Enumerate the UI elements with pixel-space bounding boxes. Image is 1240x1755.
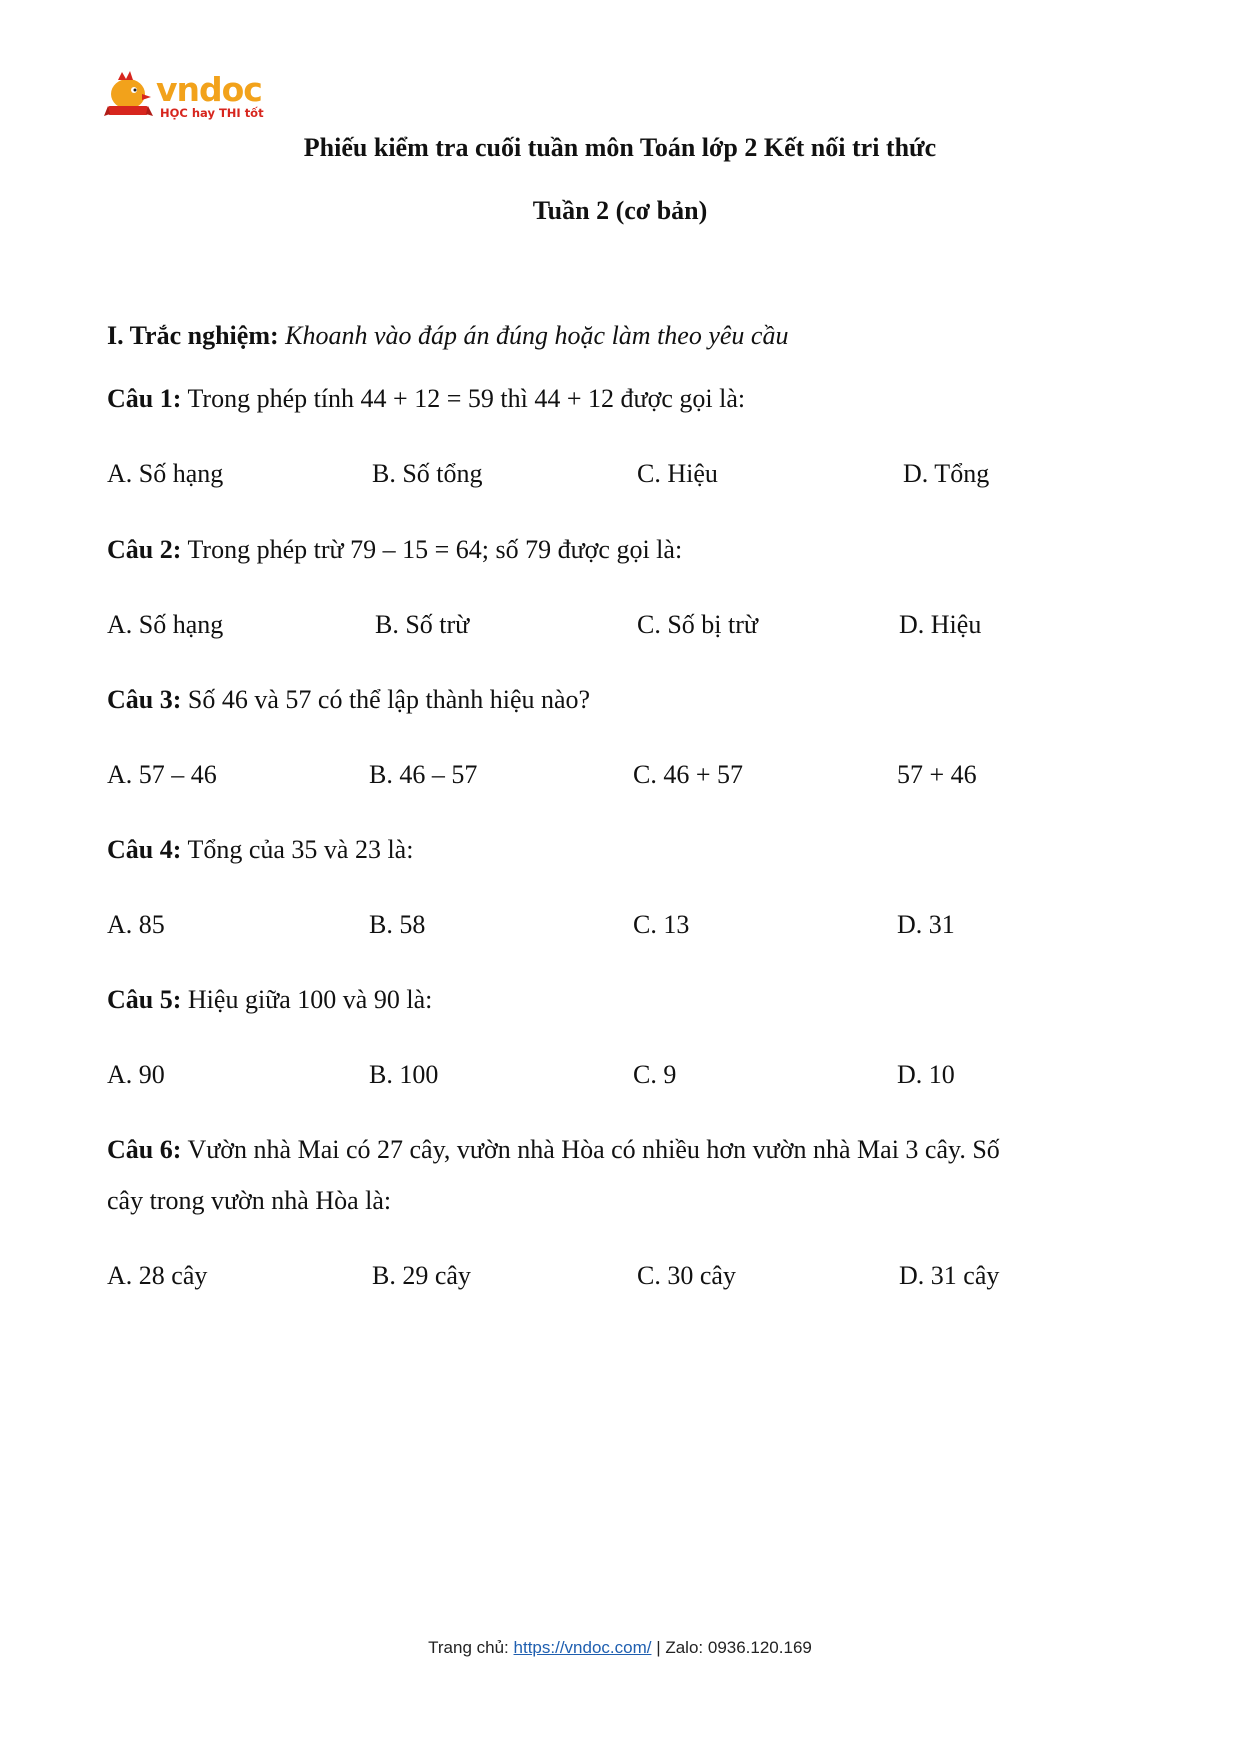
option-d[interactable]: D. 10 bbox=[897, 1060, 955, 1089]
option-c[interactable]: C. Hiệu bbox=[637, 459, 718, 488]
vndoc-logo bbox=[104, 70, 274, 122]
question-3 bbox=[107, 683, 590, 717]
option-b[interactable]: B. 29 cây bbox=[372, 1261, 471, 1290]
logo-wordmark: vndoc bbox=[156, 70, 262, 109]
option-a[interactable]: A. Số hạng bbox=[107, 459, 224, 488]
question-label: Câu 3: bbox=[107, 685, 182, 714]
option-c[interactable]: C. 13 bbox=[633, 910, 690, 939]
option-c[interactable]: C. 30 cây bbox=[637, 1261, 736, 1290]
question-label: Câu 6: bbox=[107, 1135, 182, 1164]
option-d[interactable]: D. Tổng bbox=[903, 459, 990, 488]
question-6 bbox=[107, 1133, 1000, 1167]
section-instruction: Khoanh vào đáp án đúng hoặc làm theo yêu cầu bbox=[285, 321, 789, 350]
question-label: Câu 1: bbox=[107, 384, 182, 413]
question-6-continued: cây trong vườn nhà Hòa là: bbox=[107, 1186, 392, 1215]
option-c[interactable]: C. Số bị trừ bbox=[637, 610, 758, 639]
question-text: Vườn nhà Mai có 27 cây, vườn nhà Hòa có nhiều hơn vườn nhà Mai 3 cây. Số bbox=[187, 1135, 1000, 1164]
option-a[interactable]: A. 85 bbox=[107, 910, 165, 939]
question-3-options bbox=[0, 758, 1240, 792]
question-text: Trong phép trừ 79 – 15 = 64; số 79 được gọi là: bbox=[187, 535, 683, 564]
option-b[interactable]: B. Số trừ bbox=[375, 610, 470, 639]
section-label: I. Trắc nghiệm: bbox=[107, 321, 279, 350]
question-5-options bbox=[0, 1058, 1240, 1092]
question-text: Hiệu giữa 100 và 90 là: bbox=[187, 985, 433, 1014]
option-c[interactable]: C. 9 bbox=[633, 1060, 677, 1089]
question-4-options bbox=[0, 908, 1240, 942]
option-a[interactable]: A. 57 – 46 bbox=[107, 760, 217, 789]
question-2-options bbox=[0, 608, 1240, 642]
page-footer bbox=[0, 1636, 1240, 1660]
option-b[interactable]: B. 100 bbox=[369, 1060, 439, 1089]
question-text: Tổng của 35 và 23 là: bbox=[187, 835, 414, 864]
option-d[interactable]: 57 + 46 bbox=[897, 760, 977, 789]
page-title: Phiếu kiểm tra cuối tuần môn Toán lớp 2 Kết nối tri thức bbox=[303, 133, 937, 162]
option-a[interactable]: A. 90 bbox=[107, 1060, 165, 1089]
option-d[interactable]: D. 31 bbox=[897, 910, 955, 939]
option-d[interactable]: D. 31 cây bbox=[899, 1261, 1000, 1290]
question-4 bbox=[107, 833, 413, 867]
option-b[interactable]: B. 58 bbox=[369, 910, 426, 939]
footer-contact: | Zalo: 0936.120.169 bbox=[656, 1638, 812, 1657]
question-label: Câu 2: bbox=[107, 535, 182, 564]
logo-tagline: HỌC hay THI tốt bbox=[160, 106, 264, 120]
question-label: Câu 4: bbox=[107, 835, 182, 864]
section-heading bbox=[107, 319, 788, 353]
option-d[interactable]: D. Hiệu bbox=[899, 610, 982, 639]
footer-prefix: Trang chủ: bbox=[428, 1638, 509, 1657]
rooster-mascot-icon bbox=[104, 70, 154, 122]
question-1 bbox=[107, 382, 745, 416]
question-1-options bbox=[0, 457, 1240, 491]
homepage-link[interactable]: https://vndoc.com/ bbox=[513, 1638, 652, 1657]
question-6-options bbox=[0, 1259, 1240, 1293]
option-a[interactable]: A. Số hạng bbox=[107, 610, 224, 639]
question-5 bbox=[107, 983, 432, 1017]
question-label: Câu 5: bbox=[107, 985, 182, 1014]
question-text: Số 46 và 57 có thể lập thành hiệu nào? bbox=[187, 685, 591, 714]
option-b[interactable]: B. 46 – 57 bbox=[369, 760, 478, 789]
question-text: Trong phép tính 44 + 12 = 59 thì 44 + 12 được gọi là: bbox=[187, 384, 746, 413]
question-2 bbox=[107, 533, 682, 567]
option-a[interactable]: A. 28 cây bbox=[107, 1261, 208, 1290]
option-b[interactable]: B. Số tổng bbox=[372, 459, 483, 488]
page-subtitle: Tuần 2 (cơ bản) bbox=[532, 196, 708, 225]
option-c[interactable]: C. 46 + 57 bbox=[633, 760, 744, 789]
